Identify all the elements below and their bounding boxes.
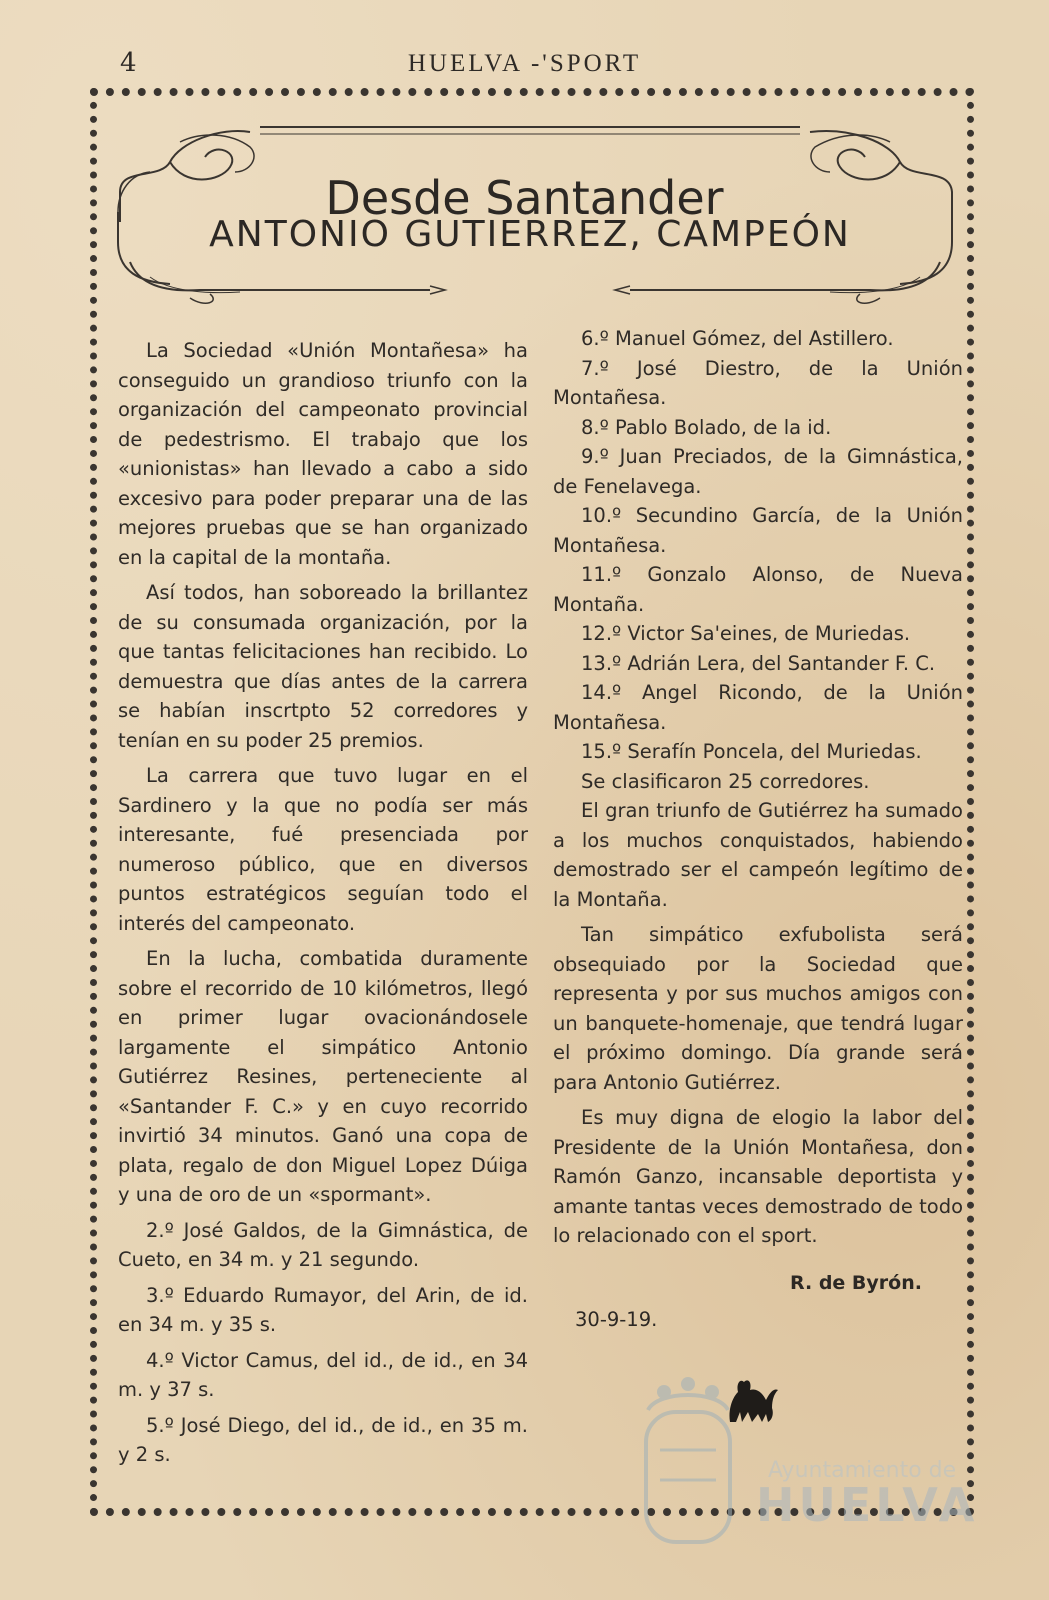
- result-entry: 6.º Manuel Gómez, del Astillero.: [581, 327, 894, 350]
- result-entry: 15.º Serafín Poncela, del Muriedas.: [581, 740, 922, 763]
- paragraph: Así todos, han soboreado la brillantez de su consumada organización, por la que tantas felicitaciones han recibido. Lo demuestra que días antes de la carrera se habían inscrtpto 52 corredores y tenían en su poder 25 premios.: [118, 581, 528, 752]
- watermark-line-1: Ayuntamiento de: [768, 1458, 957, 1483]
- result-entry: 7.º José Diestro, de la Unión Montañesa.: [553, 356, 963, 409]
- article-title: Desde Santander: [325, 170, 724, 225]
- left-column: [118, 336, 528, 1470]
- result-entry: 10.º Secundino García, de la Unión Montañesa.: [553, 504, 963, 557]
- result-entry: 3.º Eduardo Rumayor, del Arin, de id. en 34 m. y 35 s.: [118, 1283, 528, 1336]
- right-column: [553, 324, 963, 1251]
- paragraph: La Sociedad «Unión Montañesa» ha conseguido un grandioso triunfo con la organización del campeonato provincial de pedestrismo. El trabajo que los «unionistas» han llevado a cabo a sido excesivo para poder preparar una de las mejores pruebas que se han organizado en la capital de la montaña.: [118, 339, 528, 569]
- result-entry: 9.º Juan Preciados, de la Gimnástica, de Fenelavega.: [553, 445, 963, 498]
- result-entry: 5.º José Diego, del id., de id., en 35 m. y 2 s.: [118, 1413, 528, 1466]
- paragraph: El gran triunfo de Gutiérrez ha sumado a los muchos conquistados, habiendo demostrado ser el campeón legítimo de la Montaña.: [553, 799, 963, 911]
- page-number: 4: [120, 48, 137, 78]
- result-entry: 4.º Victor Camus, del id., de id., en 34 m. y 37 s.: [118, 1348, 528, 1401]
- article-date: 30-9-19.: [575, 1308, 658, 1331]
- running-head: HUELVA -'SPORT: [407, 50, 642, 77]
- result-entry: 13.º Adrián Lera, del Santander F. C.: [581, 651, 936, 675]
- result-entry: 11.º Gonzalo Alonso, de Nueva Montaña.: [553, 563, 963, 616]
- result-entry: 2.º José Galdos, de la Gimnástica, de Cueto, en 34 m. y 21 segundo.: [118, 1218, 528, 1271]
- result-entry: 14.º Angel Ricondo, de la Unión Montañesa.: [553, 681, 963, 734]
- result-entry: 8.º Pablo Bolado, de la id.: [581, 415, 832, 439]
- paragraph: Tan simpático exfubolista será obsequiado por la Sociedad que representa y por sus muchos amigos con un banquete-homenaje, que tendrá lugar el próximo domingo. Día grande será para Antonio Gutiérrez.: [553, 923, 963, 1094]
- paragraph: Se clasificaron 25 corredores.: [581, 769, 870, 793]
- coat-of-arms-icon: [628, 1370, 748, 1560]
- author-signature: R. de Byrón.: [790, 1272, 922, 1294]
- article-subtitle: ANTONIO GUTIERREZ, CAMPEÓN: [209, 214, 851, 255]
- watermark-line-2: HUELVA: [756, 1478, 979, 1532]
- paragraph: En la lucha, combatida duramente sobre el recorrido de 10 kilómetros, llegó en primer lugar ovacionándosele largamente el simpático Antonio Gutiérrez Resines, perteneciente al «Santander F. C.» y en cuyo recorrido invirtió 34 minutos. Ganó una copa de plata, regalo de don Miguel Lopez Dúiga y una de oro de un «spormant».: [118, 947, 528, 1206]
- paragraph: La carrera que tuvo lugar en el Sardinero y la que no podía ser más interesante, fué presenciada por numeroso público, que en diversos puntos estratégicos seguían todo el interés del campeonato.: [118, 764, 528, 935]
- result-entry: 12.º Victor Sa'eines, de Muriedas.: [581, 622, 911, 645]
- paragraph: Es muy digna de elogio la labor del Presidente de la Unión Montañesa, don Ramón Ganzo, incansable deportista y amante tantas veces demostrado de todo lo relacionado con el sport.: [553, 1106, 963, 1247]
- library-watermark: [628, 1370, 1048, 1570]
